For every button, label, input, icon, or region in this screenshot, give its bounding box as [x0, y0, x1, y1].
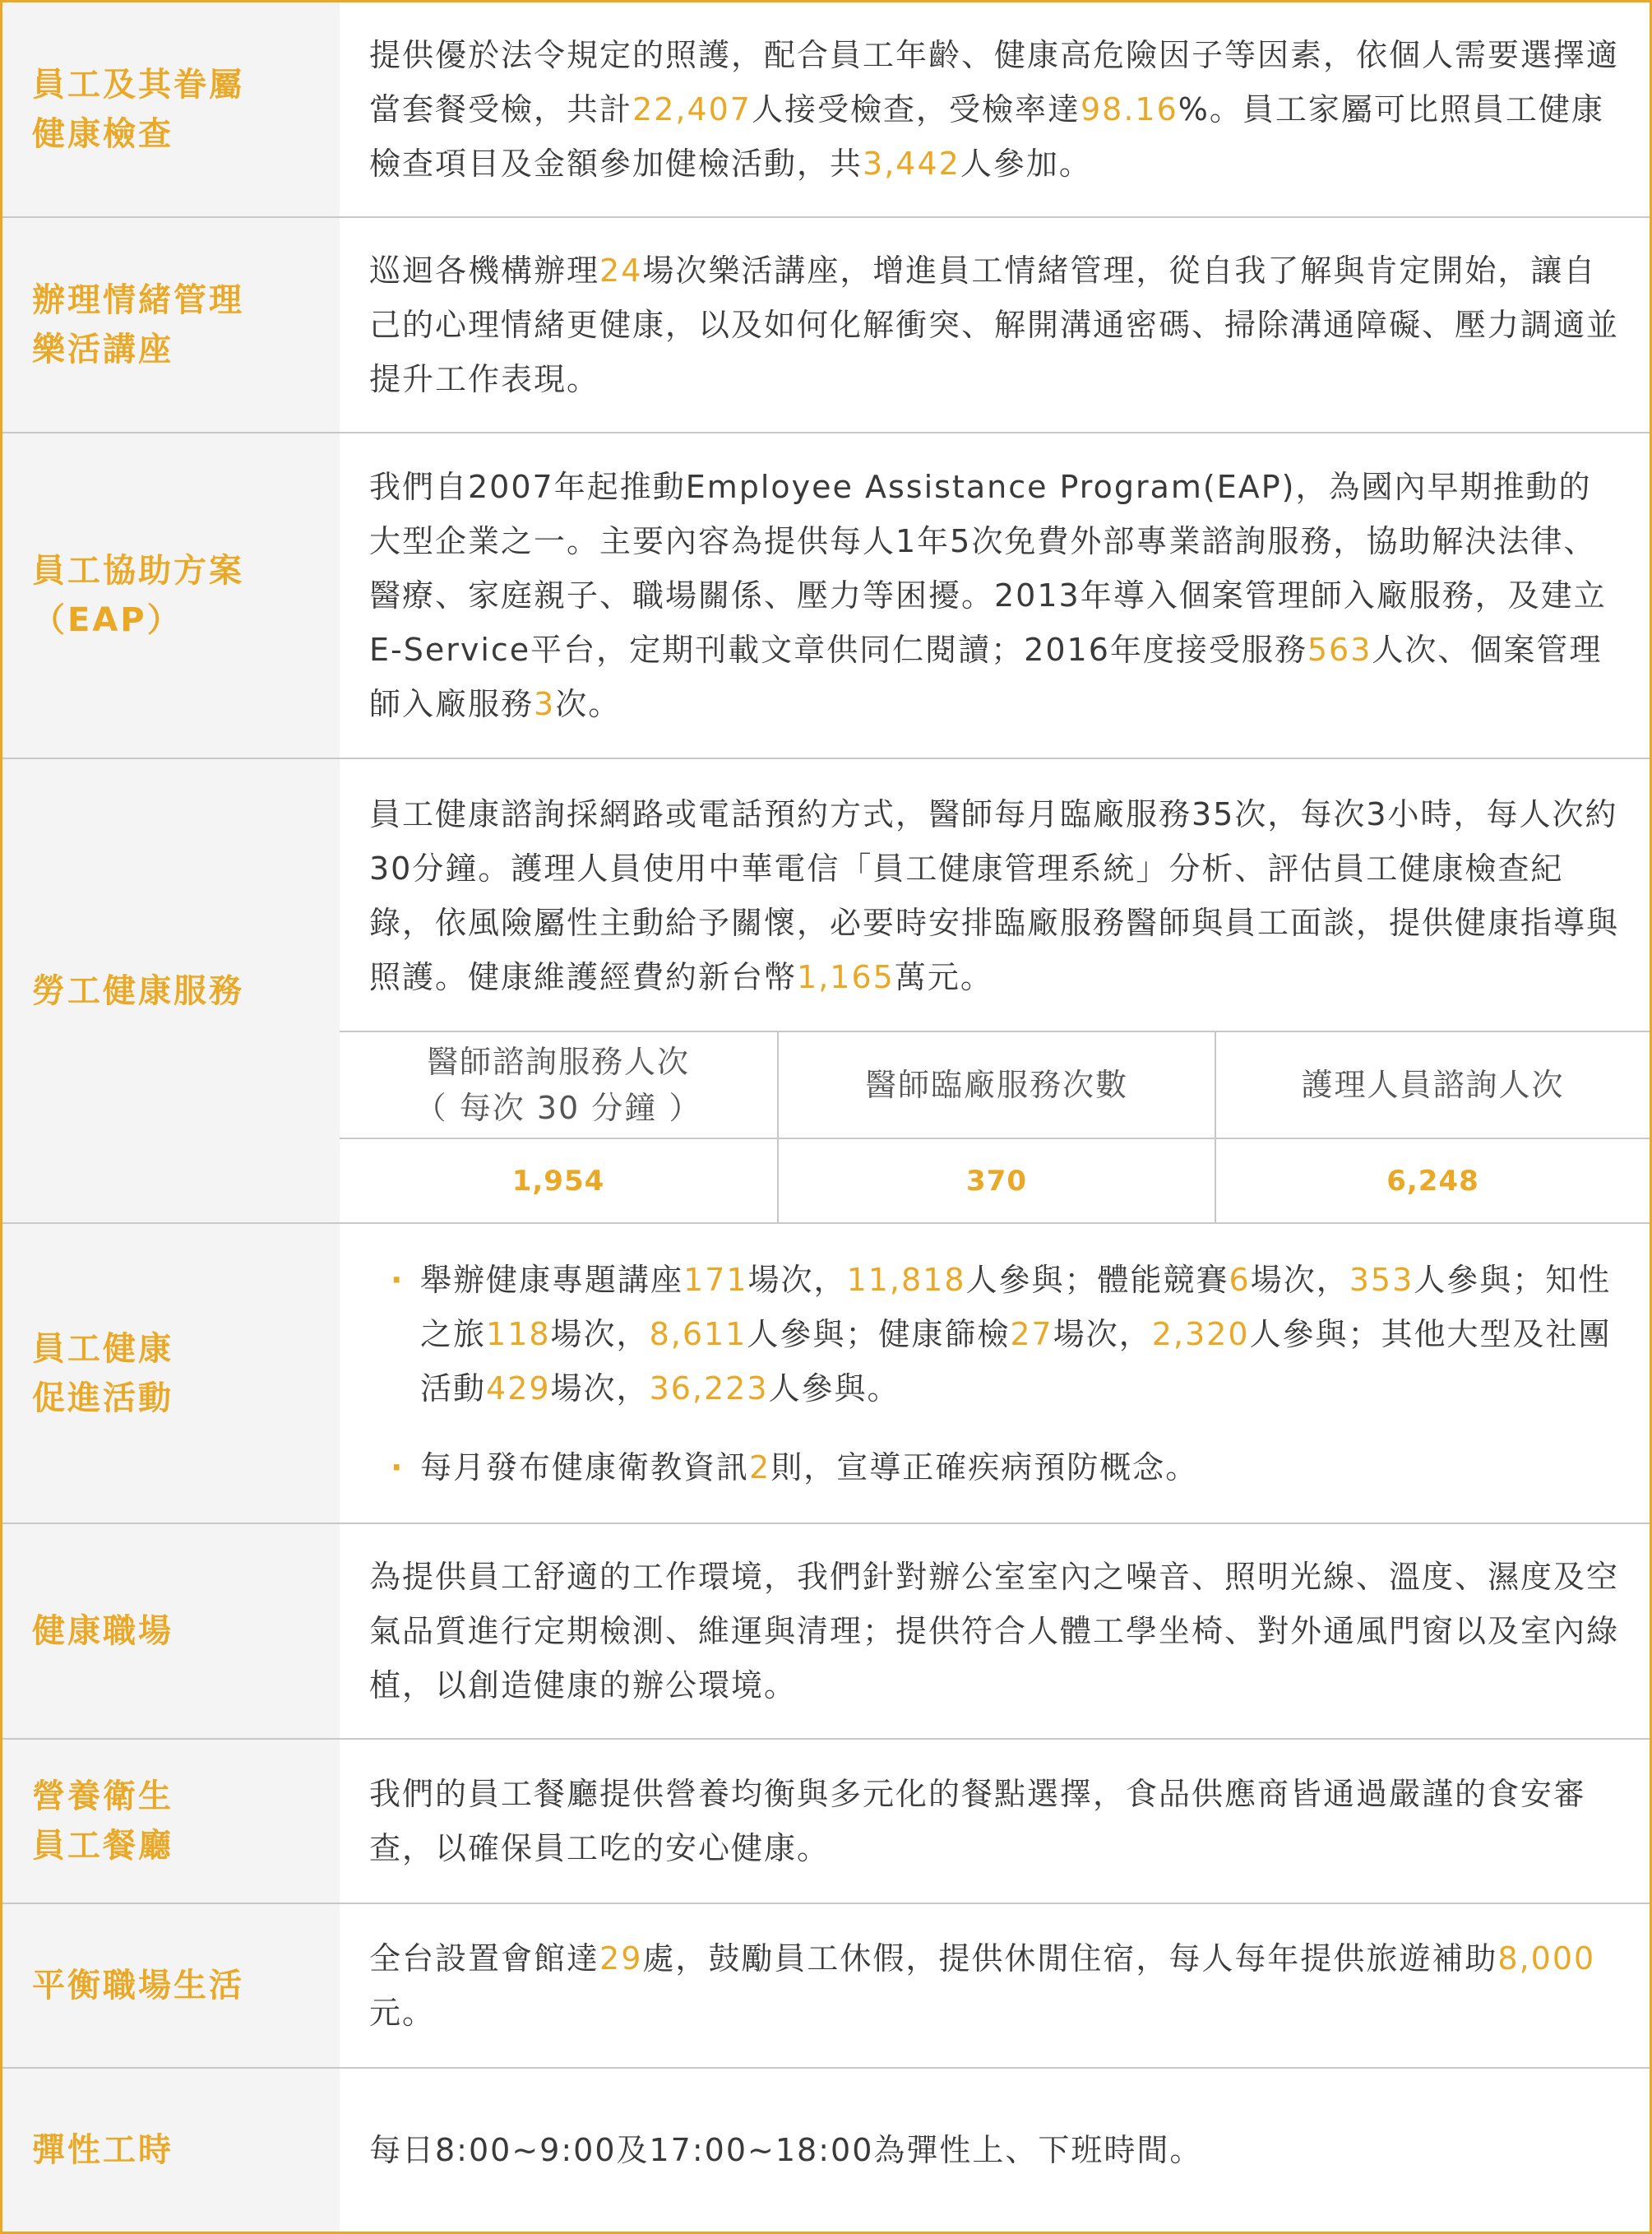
- label-line: 員工餐廳: [32, 1827, 174, 1865]
- highlight-number: 3,442: [863, 146, 960, 182]
- label-line: 健康檢查: [32, 115, 174, 153]
- label-line: 彈性工時: [32, 2131, 174, 2169]
- row-text: 我們自2007年起推動Employee Assistance Program(EAP)，為國內早期推動的大型企業之一。主要內容為提供每人1年5次免費外部專業諮詢服務，協助解決法律、醫療、家庭親子、職場關係、壓力等困擾。2013年導入個案管理師入廠服務，及建立E-Service平台，定期刊載文章供同仁閱讀；2016年度接受服務563人次、個案管理師入廠服務3次。: [369, 469, 1607, 722]
- row-eap: [2, 433, 1650, 759]
- label-line: 健康職場: [32, 1612, 174, 1650]
- stats-header-line: 醫師諮詢服務人次: [426, 1044, 690, 1080]
- bullet-list: [381, 1253, 1620, 1495]
- row-text: 為提供員工舒適的工作環境，我們針對辦公室室內之噪音、照明光線、溫度、濕度及空氣品質進行定期檢測、維運與清理；提供符合人體工學坐椅、對外通風門窗以及室內綠植，以創造健康的辦公環境。: [369, 1559, 1620, 1703]
- highlight-number: 22,407: [632, 91, 752, 127]
- bullet-marker: ·: [391, 1261, 405, 1298]
- highlight-number: 24: [599, 253, 643, 289]
- row-health-checkup: [2, 2, 1650, 218]
- stats-header: [340, 1032, 777, 1139]
- row-emotion-lecture: [2, 218, 1650, 433]
- highlight-number: 36,223: [649, 1370, 769, 1407]
- row-content: [340, 2069, 1650, 2232]
- stats-value: 1,954: [511, 1165, 605, 1198]
- bullet-text: 每月發布健康衛教資訊2則，宣導正確疾病預防概念。: [420, 1448, 1199, 1485]
- stats-header-line: 醫師臨廠服務次數: [864, 1067, 1128, 1103]
- highlight-number: 8,000: [1497, 1940, 1596, 1977]
- label-line: 平衡職場生活: [32, 1967, 244, 2005]
- bullet-item: [381, 1440, 1620, 1495]
- row-content: [340, 1904, 1650, 2067]
- row-labor-health-service: [2, 759, 1650, 1224]
- row-content: [340, 1524, 1650, 1738]
- highlight-number: 1,165: [797, 959, 895, 995]
- row-label: [2, 1740, 340, 1903]
- row-text: 每日8:00~9:00及17:00~18:00為彈性上、下班時間。: [369, 2132, 1203, 2168]
- row-flexible-hours: [2, 2069, 1650, 2232]
- row-health-promotion: [2, 1224, 1650, 1524]
- highlight-number: 11,818: [846, 1261, 966, 1298]
- row-content: [340, 218, 1650, 432]
- stats-value: 370: [966, 1165, 1027, 1198]
- row-label: [2, 1524, 340, 1738]
- label-line: 員工協助方案: [32, 552, 244, 590]
- highlight-number: 2,320: [1151, 1315, 1250, 1352]
- bullet-text: 舉辦健康專題講座171場次，11,818人參與；體能競賽6場次，353人參與；知性之旅118場次，8,611人參與；健康篩檢27場次，2,320人參與；其他大型及社團活動429場次，36,223人參與。: [420, 1261, 1612, 1407]
- row-label: [2, 1904, 340, 2067]
- stats-header-line: （ 每次 30 分鐘 ）: [414, 1090, 702, 1126]
- row-text: 巡迴各機構辦理24場次樂活講座，增進員工情緒管理，從自我了解與肯定開始，讓自己的心理情緒更健康，以及如何化解衝突、解開溝通密碼、掃除溝通障礙、壓力調適並提升工作表現。: [369, 253, 1620, 397]
- highlight-number: 6: [1229, 1261, 1251, 1298]
- row-text: 提供優於法令規定的照護，配合員工年齡、健康高危險因子等因素，依個人需要選擇適當套餐受檢，共計22,407人接受檢查，受檢率達98.16%。員工家屬可比照員工健康檢查項目及金額參加健檢活動，共3,442人參加。: [369, 37, 1620, 182]
- row-label: [2, 2069, 340, 2232]
- row-label: [2, 1224, 340, 1523]
- highlight-number: 27: [1010, 1315, 1053, 1352]
- row-label: [2, 759, 340, 1222]
- bullet-marker: ·: [391, 1448, 405, 1485]
- stats-column: [1215, 1032, 1650, 1223]
- highlight-number: 563: [1307, 632, 1372, 668]
- row-content: [340, 1224, 1650, 1523]
- stats-table: [340, 1031, 1650, 1223]
- row-label: [2, 218, 340, 432]
- highlight-number: 353: [1349, 1261, 1414, 1298]
- label-line: 員工健康: [32, 1329, 174, 1368]
- highlight-number: 429: [486, 1370, 551, 1407]
- highlight-number: 29: [599, 1940, 643, 1977]
- stats-header-line: 護理人員諮詢人次: [1301, 1067, 1565, 1103]
- highlight-number: 3: [534, 686, 556, 722]
- label-line: 辦理情緒管理: [32, 281, 244, 319]
- row-content: [340, 759, 1650, 1021]
- row-cafeteria: [2, 1740, 1650, 1904]
- highlight-number: 171: [683, 1261, 748, 1298]
- label-line: 促進活動: [32, 1379, 174, 1417]
- row-label: [2, 433, 340, 758]
- stats-header: [779, 1032, 1215, 1139]
- row-work-life-balance: [2, 1904, 1650, 2069]
- row-content: [340, 2, 1650, 216]
- stats-value: 6,248: [1386, 1165, 1479, 1198]
- stats-header: [1216, 1032, 1650, 1139]
- label-line: （EAP）: [32, 601, 183, 639]
- row-text: 全台設置會館達29處，鼓勵員工休假，提供休閒住宿，每人每年提供旅遊補助8,000元。: [369, 1940, 1596, 2031]
- highlight-number: 118: [486, 1315, 551, 1352]
- row-healthy-workplace: [2, 1524, 1650, 1740]
- label-line: 樂活講座: [32, 331, 174, 368]
- highlight-number: 8,611: [649, 1315, 747, 1352]
- row-content: [340, 433, 1650, 758]
- stats-column: [340, 1032, 777, 1223]
- highlight-number: 98.16: [1081, 91, 1178, 127]
- row-text: 我們的員工餐廳提供營養均衡與多元化的餐點選擇，食品供應商皆通過嚴謹的食安審查，以確保員工吃的安心健康。: [369, 1776, 1587, 1866]
- label-line: 勞工健康服務: [32, 971, 244, 1010]
- row-content: [340, 1740, 1650, 1903]
- bullet-item: [381, 1253, 1620, 1416]
- label-line: 員工及其眷屬: [32, 66, 244, 104]
- highlight-number: 2: [749, 1448, 771, 1485]
- label-line: 營養衛生: [32, 1777, 174, 1815]
- row-text: 員工健康諮詢採網路或電話預約方式，醫師每月臨廠服務35次，每次3小時，每人次約30分鐘。護理人員使用中華電信「員工健康管理系統」分析、評估員工健康檢查紀錄，依風險屬性主動給予關懷，必要時安排臨廠服務醫師與員工面談，提供健康指導與照護。健康維護經費約新台幣1,165萬元。: [369, 796, 1620, 995]
- stats-column: [777, 1032, 1215, 1223]
- row-label: [2, 2, 340, 216]
